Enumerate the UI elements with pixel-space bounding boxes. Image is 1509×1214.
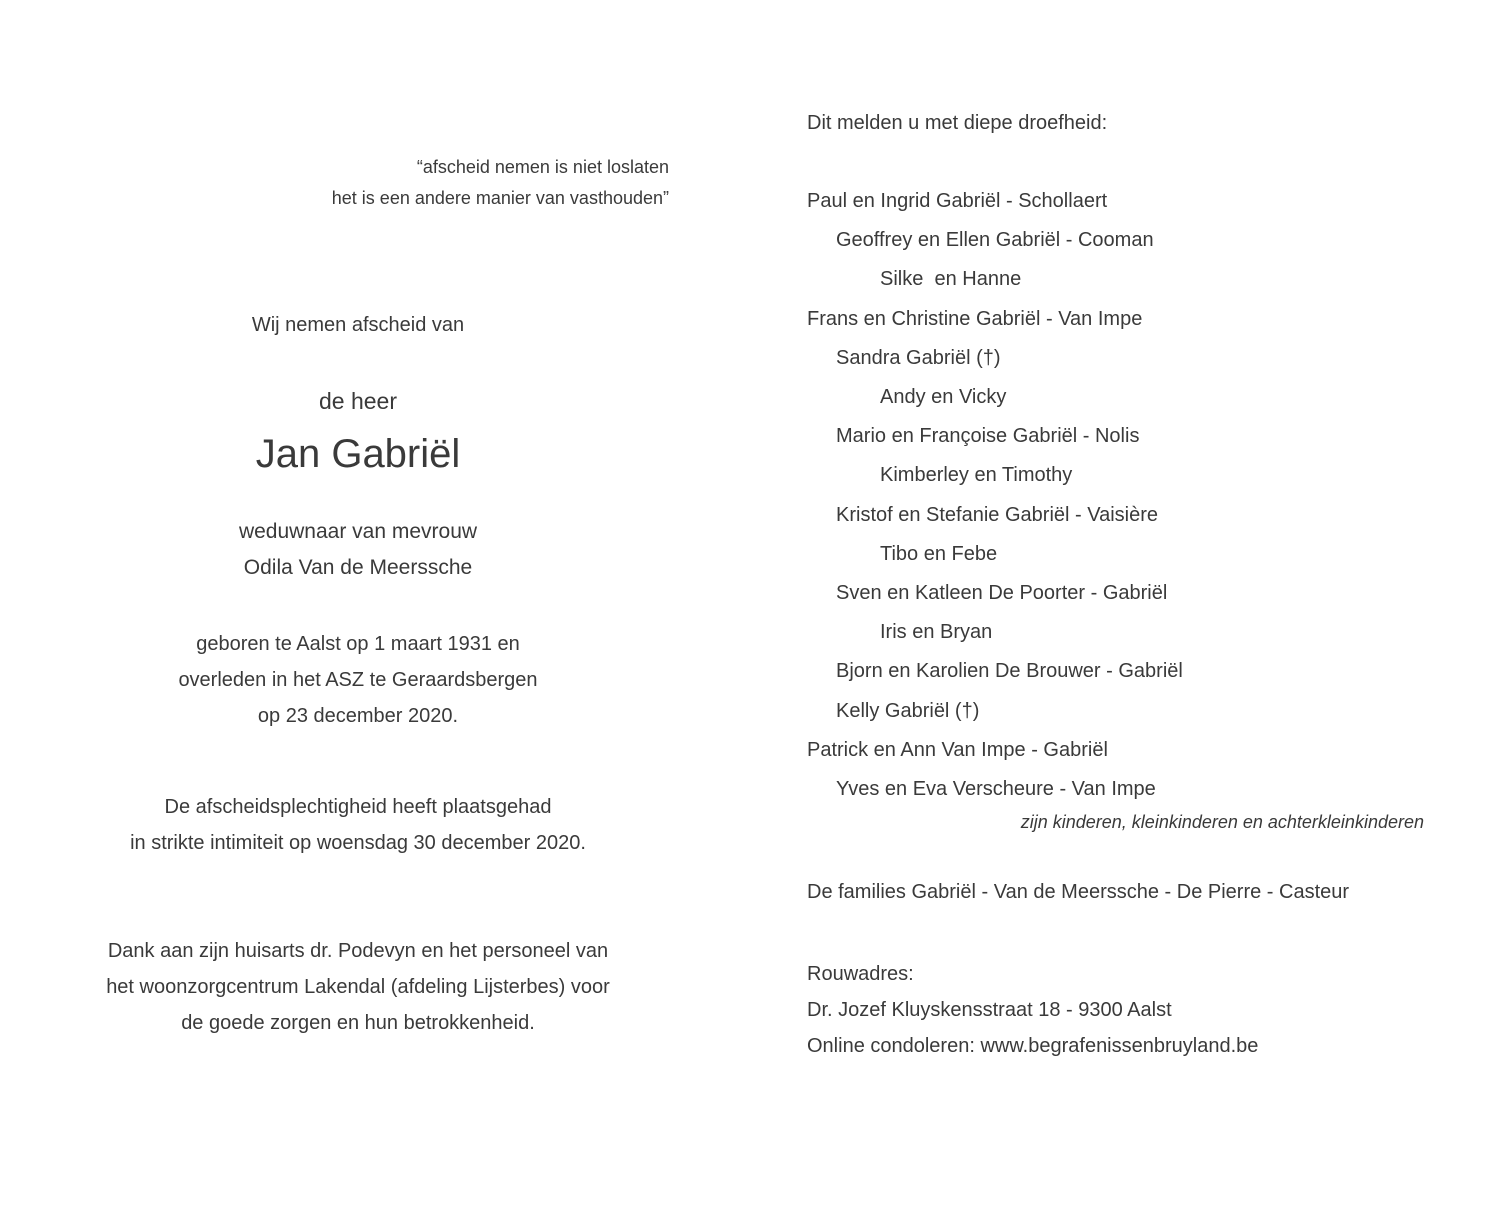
quote	[332, 152, 669, 214]
family-member-line: Patrick en Ann Van Impe - Gabriël	[807, 738, 1108, 761]
deceased-name: Jan Gabriël	[255, 432, 461, 476]
family-member-line: Kristof en Stefanie Gabriël - Vaisière	[836, 503, 1159, 526]
extended-families: De families Gabriël - Van de Meerssche - De Pierre - Casteur	[807, 881, 1350, 903]
thanks-line: Dank aan zijn huisarts dr. Podevyn en het personeel van	[107, 940, 609, 962]
birth-death-info	[48, 626, 668, 734]
title-prefix: de heer	[318, 388, 397, 414]
death-date-line: op 23 december 2020.	[257, 705, 459, 727]
family-member-line: Yves en Eva Verscheure - Van Impe	[836, 778, 1156, 801]
thanks-line: het woonzorgcentrum Lakendal (afdeling Lijsterbes) voor	[106, 976, 610, 998]
family-member-line: Andy en Vicky	[880, 386, 1007, 409]
birth-line: geboren te Aalst op 1 maart 1931 en	[196, 633, 520, 655]
family-member-line: Paul en Ingrid Gabriël - Schollaert	[807, 190, 1108, 212]
address-street: Dr. Jozef Kluyskensstraat 18 - 9300 Aalst	[807, 999, 1172, 1021]
address-label: Rouwadres:	[807, 963, 914, 985]
family-member-line: Iris en Bryan	[880, 621, 993, 644]
family-member-line: Frans en Christine Gabriël - Van Impe	[807, 307, 1143, 330]
thanks-line: de goede zorgen en hun betrokkenheid.	[181, 1012, 535, 1034]
death-line: overleden in het ASZ te Geraardsbergen	[178, 669, 538, 691]
family-member-line: Mario en Françoise Gabriël - Nolis	[836, 425, 1140, 448]
spouse-name: Odila Van de Meerssche	[243, 556, 473, 579]
ceremony-line: in strikte intimiteit op woensdag 30 december 2020.	[130, 832, 586, 854]
condolence-link: Online condoleren: www.begrafenissenbruyland.be	[807, 1035, 1259, 1057]
mourning-address	[807, 956, 1258, 1064]
announcement: Dit melden u met diepe droefheid:	[807, 112, 1108, 134]
family-member-line: Geoffrey en Ellen Gabriël - Cooman	[836, 229, 1154, 252]
widower-line: weduwnaar van mevrouw	[238, 520, 478, 543]
quote-line: het is een andere manier van vasthouden”	[331, 188, 669, 208]
family-member-line: Bjorn en Karolien De Brouwer - Gabriël	[836, 660, 1183, 683]
family-member-line: Kimberley en Timothy	[880, 464, 1073, 487]
family-caption: zijn kinderen, kleinkinderen en achterkleinkinderen	[1020, 812, 1424, 832]
family-member-line: Kelly Gabriël (†)	[836, 699, 980, 722]
widower-info	[48, 514, 668, 586]
family-member-line: Silke en Hanne	[880, 268, 1022, 291]
intro-text: Wij nemen afscheid van	[251, 314, 465, 336]
thanks-text	[28, 933, 688, 1041]
family-member-line: Tibo en Febe	[880, 542, 998, 565]
ceremony-info	[48, 789, 668, 861]
ceremony-line: De afscheidsplechtigheid heeft plaatsgehad	[164, 796, 552, 818]
quote-line: “afscheid nemen is niet loslaten	[416, 157, 669, 177]
family-member-line: Sven en Katleen De Poorter - Gabriël	[836, 582, 1168, 605]
family-list	[807, 182, 1183, 809]
family-member-line: Sandra Gabriël (†)	[836, 346, 1001, 369]
